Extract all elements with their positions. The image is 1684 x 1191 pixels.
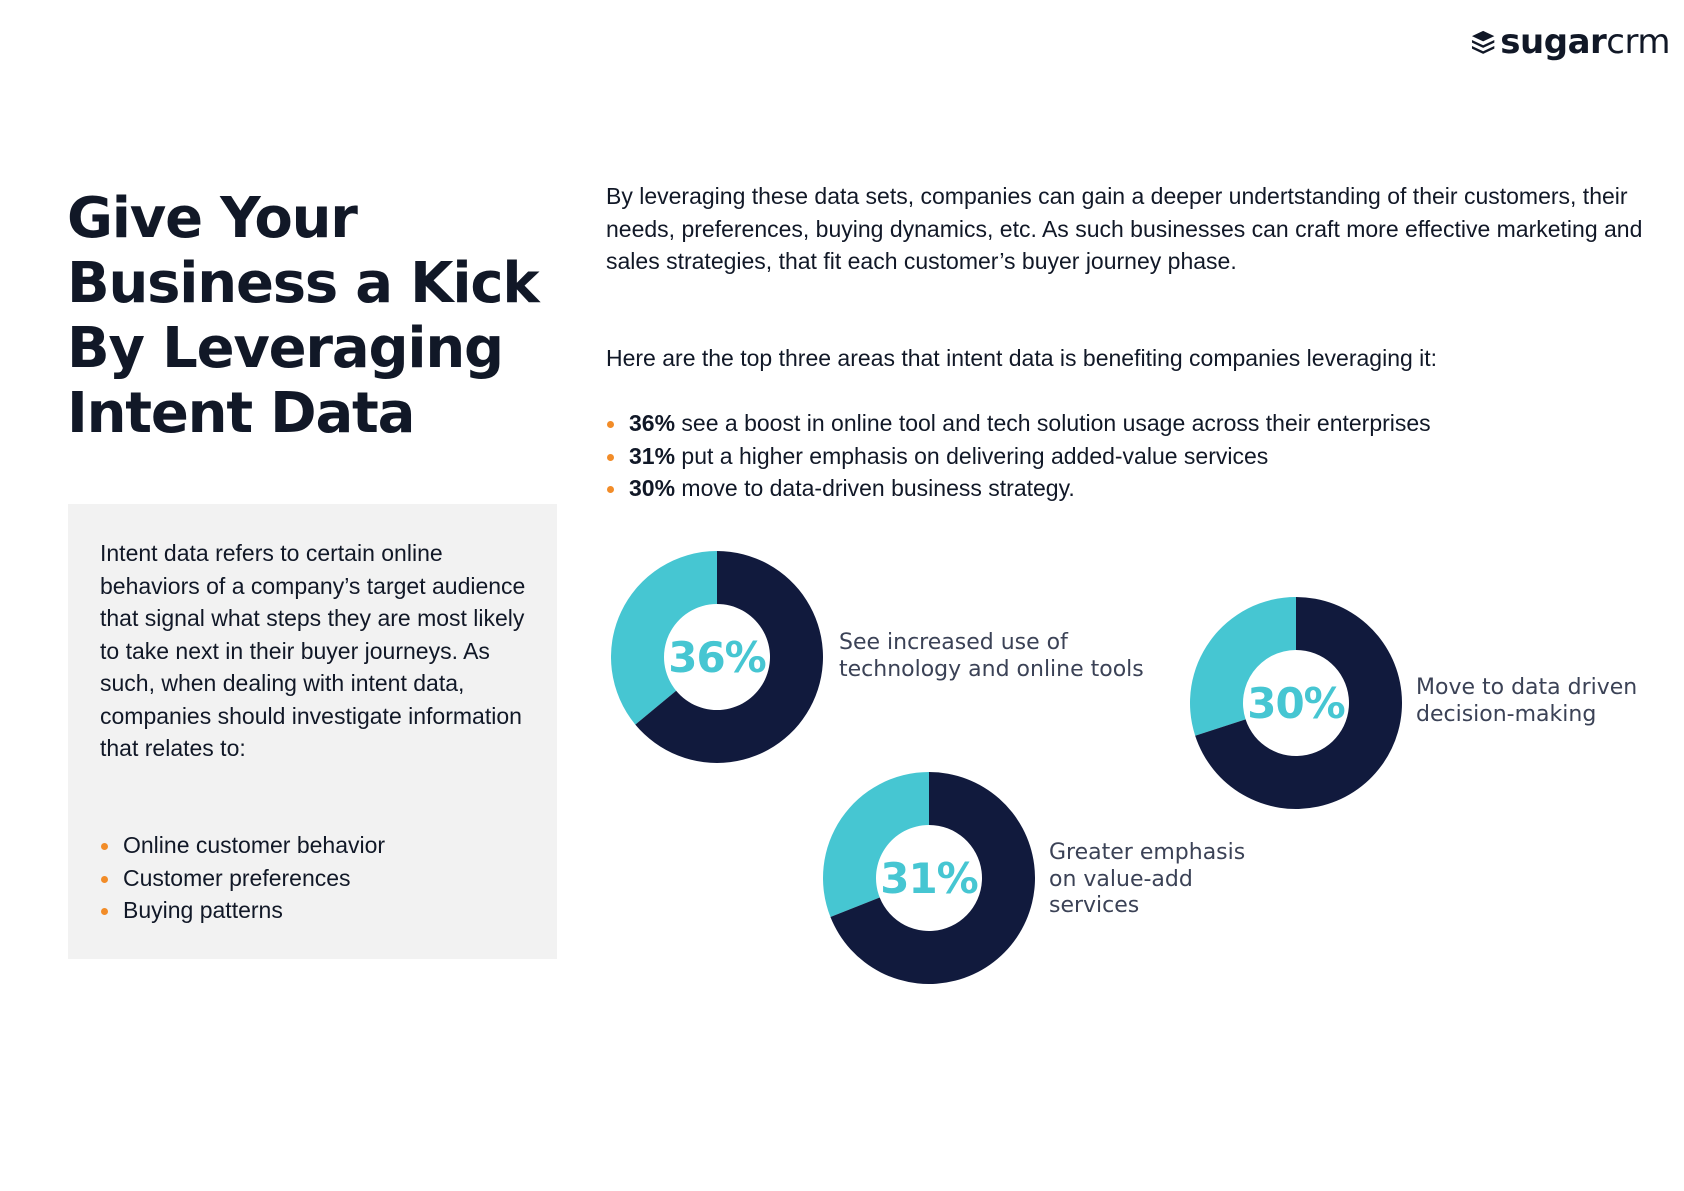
logo-text-bold: sugar (1500, 22, 1607, 62)
donut-caption (839, 630, 1144, 683)
donut-chart-30 (1190, 597, 1402, 809)
sugarcrm-logo (1470, 18, 1670, 66)
definition-list (100, 829, 385, 927)
title-line: Intent Data (67, 381, 415, 446)
stat-item (606, 440, 1431, 473)
logo-wordmark (1500, 22, 1670, 62)
definition-panel (68, 504, 557, 959)
stat-percent: 30% (629, 475, 676, 501)
caption-line: See increased use of (839, 630, 1068, 655)
donut-center-label: 31% (880, 853, 978, 903)
stacked-layers-icon (1470, 21, 1496, 63)
donut-caption (1049, 840, 1245, 920)
stat-item (606, 472, 1431, 505)
stat-text: see a boost in online tool and tech solution usage across their enterprises (675, 410, 1431, 436)
lead-paragraph: Here are the top three areas that intent data is benefiting companies leveraging it: (606, 345, 1438, 371)
logo-text-light: crm (1606, 22, 1670, 62)
stat-text: put a higher emphasis on delivering added-value services (675, 442, 1269, 469)
stat-item (606, 407, 1431, 440)
donut-center-label: 36% (668, 632, 766, 682)
caption-line: Greater emphasis (1049, 840, 1246, 865)
list-item: Online customer behavior (100, 829, 385, 862)
stats-list (606, 407, 1431, 505)
caption-line: decision-making (1416, 701, 1597, 727)
stat-text: move to data-driven business strategy. (675, 475, 1075, 501)
intro-paragraph: By leveraging these data sets, companies can gain a deeper undertstanding of their customers, their needs, preferences, buying dynamics, etc. As such businesses can craft more effective marketing and sales strategies, that fit each customer’s buyer journey phase. (606, 183, 1643, 274)
caption-line: services (1049, 893, 1140, 918)
stat-percent: 36% (629, 410, 676, 436)
caption-line: on value-add (1049, 866, 1193, 892)
title-line: Give Your (67, 186, 357, 251)
stat-percent: 31% (629, 442, 676, 469)
list-item: Customer preferences (100, 862, 385, 895)
donut-center-label: 30% (1247, 678, 1345, 728)
donut-caption (1416, 675, 1637, 728)
page-title (67, 186, 587, 446)
caption-line: technology and online tools (839, 656, 1144, 682)
donut-chart-31 (823, 772, 1035, 984)
donut-chart-36 (611, 551, 823, 763)
definition-text: Intent data refers to certain online behaviors of a company’s target audience that signal what steps they are most likely to take next in their buyer journeys. As such, when dealing with intent data, companies should investigate information that relates to: (100, 540, 526, 761)
title-line: By Leveraging (67, 316, 503, 381)
list-item: Buying patterns (100, 894, 385, 927)
caption-line: Move to data driven (1416, 675, 1638, 700)
title-line: Business a Kick (67, 251, 539, 316)
